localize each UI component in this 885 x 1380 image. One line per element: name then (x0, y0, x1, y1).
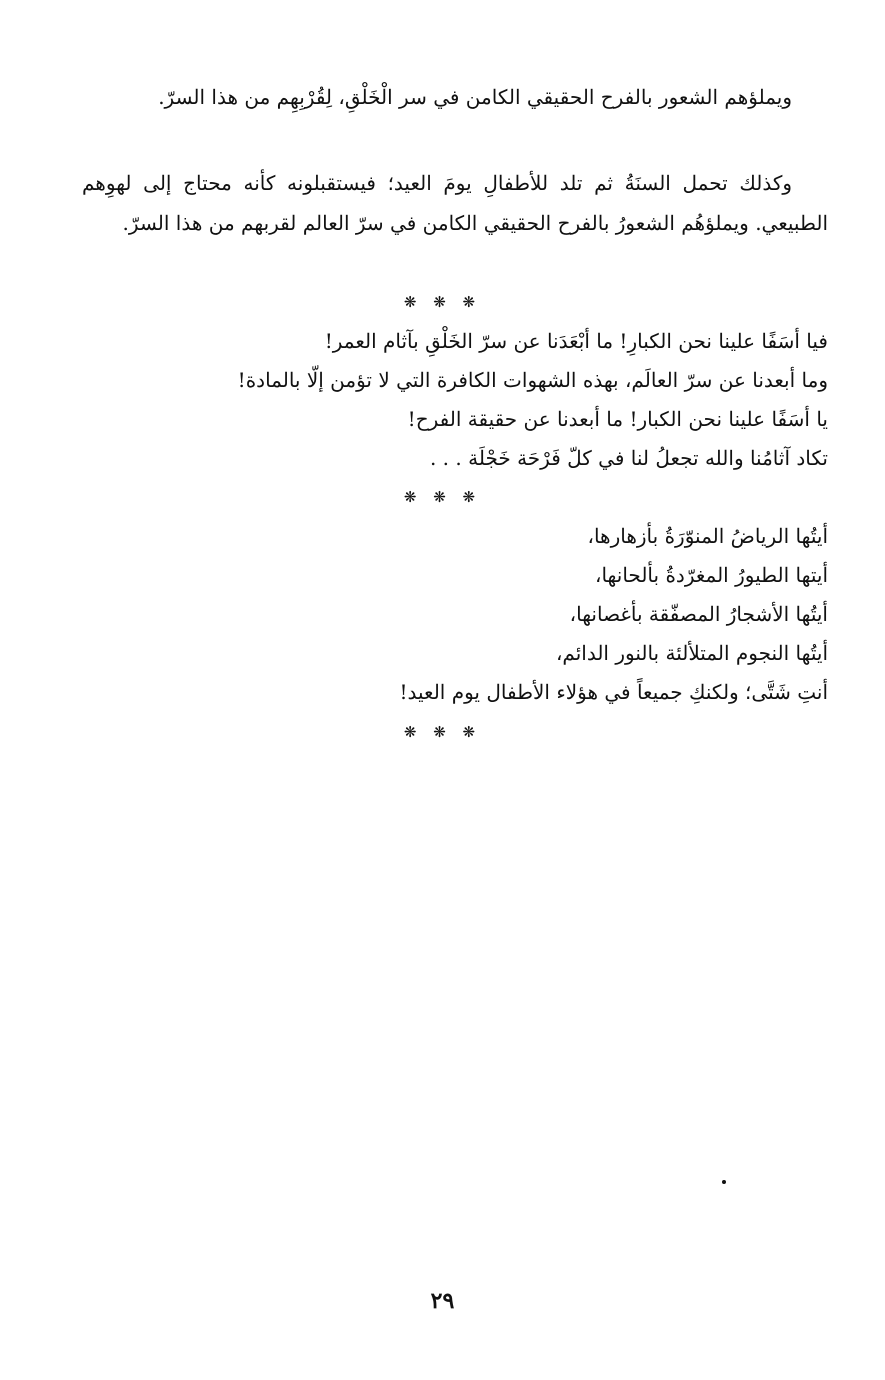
verse-stanza-2 (160, 517, 828, 712)
paragraph-2: وكذلك تحمل السنَةُ ثم تلد للأطفالِ يومَ العيد؛ فيستقبلونه كأنه محتاج إلى لهوِهم الطبيعي. ويملؤهُم الشعورُ بالفرح الحقيقي الكامن في سرّ العالم لقربهم من هذا السرّ. (82, 171, 828, 235)
verse-line: وما أبعدنا عن سرّ العالَم، بهذه الشهوات الكافرة التي لا تؤمن إلّا بالمادة! (237, 368, 828, 392)
section-separator: ❋ ❋ ❋ (403, 488, 482, 506)
verse-line: تكاد آثامُنا والله تجعلُ لنا في كلّ فَرْحَة خَجْلَة . . . (429, 446, 828, 470)
section-separator: ❋ ❋ ❋ (403, 723, 482, 741)
section-separator: ❋ ❋ ❋ (403, 293, 482, 311)
ink-dot (722, 1180, 726, 1184)
verse-line: أيتُها الأشجارُ المصفّقة بأغصانها، (569, 602, 828, 626)
verse-stanza-1 (160, 322, 828, 478)
verse-line: أنتِ شَتَّى؛ ولكنكِ جميعاً في هؤلاء الأطفال يوم العيد! (399, 680, 828, 704)
verse-line: أيتُها الرياضُ المنوّرَةُ بأزهارها، (587, 524, 828, 548)
verse-line: أيتُها النجوم المتلألئة بالنور الدائم، (555, 641, 828, 665)
verse-line: يا أسَفًا علينا نحن الكبار! ما أبعدنا عن حقيقة الفرح! (407, 407, 828, 431)
paragraph-1: ويملؤهم الشعور بالفرح الحقيقي الكامن في سر الْخَلْقِ، لِقُرْبِهِم من هذا السرّ. (158, 85, 792, 109)
verse-line: فيا أسَفًا علينا نحن الكبارِ! ما أبْعَدَنا عن سرّ الخَلْقِ بآثام العمر! (324, 329, 828, 353)
page-number: ٢٩ (430, 1288, 455, 1314)
verse-line: أيتها الطيورُ المغرّدةُ بألحانها، (595, 563, 828, 587)
